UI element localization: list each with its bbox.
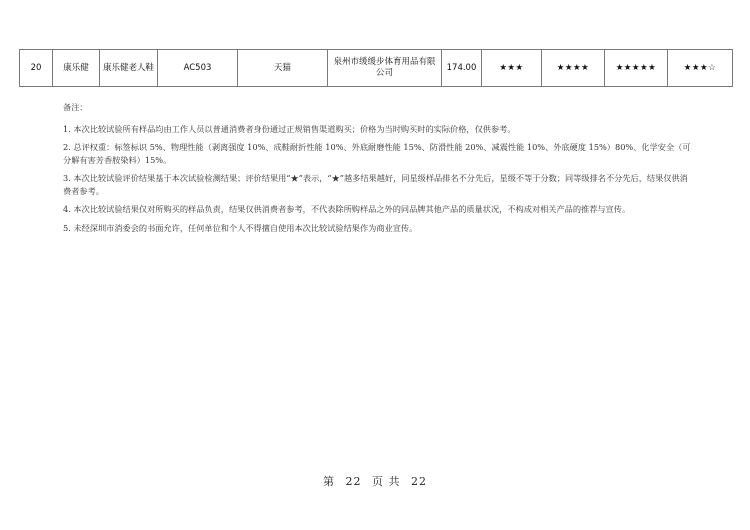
notes-section <box>63 101 693 240</box>
row-index: 20 <box>20 50 53 87</box>
table-row <box>20 50 733 87</box>
rating-cell-3: ★★★★★ <box>605 50 668 87</box>
note-item: 5. 未经深圳市消委会的书面允许，任何单位和个人不得擅自使用本次比较试验结果作为商业宣传。 <box>63 222 418 233</box>
footer-page-number: 22 <box>345 475 362 488</box>
model-cell: AC503 <box>158 50 238 87</box>
footer-prefix: 第 <box>323 475 335 488</box>
note-item: 2. 总评权重：标签标识 5%、物理性能（剥离强度 10%、成鞋耐折性能 10%、外底耐磨性能 15%、防滑性能 20%、减震性能 10%、外底硬度 15%）80%、化学安全（可分解有害芳香胺染料）15%。 <box>63 142 691 165</box>
brand-cell: 康乐健 <box>53 50 100 87</box>
price-cell: 174.00 <box>442 50 482 87</box>
rating-cell-2: ★★★★ <box>542 50 605 87</box>
product-cell: 康乐健老人鞋 <box>100 50 158 87</box>
note-item: 3. 本次比较试验评价结果基于本次试验检测结果；评价结果用“★”表示，“★”越多结果越好，同星级样品排名不分先后，星级不等于分数；同等级排名不分先后，结果仅供消费者参考。 <box>63 173 688 196</box>
channel-cell: 天猫 <box>238 50 328 87</box>
overall-rating-cell: ★★★☆ <box>668 50 733 87</box>
note-item: 1. 本次比较试验所有样品均由工作人员以普通消费者身份通过正规销售渠道购买；价格为当时购买时的实际价格，仅供参考。 <box>63 123 516 134</box>
results-table <box>19 49 733 87</box>
footer-total-pages: 22 <box>411 475 427 488</box>
note-item: 4. 本次比较试验结果仅对所购买的样品负责，结果仅供消费者参考，不代表除所购样品之外的同品牌其他产品的质量状况，不构成对相关产品的推荐与宣传。 <box>63 204 631 214</box>
page-footer <box>0 473 750 489</box>
rating-cell-1: ★★★ <box>482 50 542 87</box>
manufacturer-cell: 泉州市缓缓步体育用品有限公司 <box>328 50 442 87</box>
notes-heading: 备注： <box>63 102 88 112</box>
footer-middle: 页 共 <box>372 475 401 488</box>
